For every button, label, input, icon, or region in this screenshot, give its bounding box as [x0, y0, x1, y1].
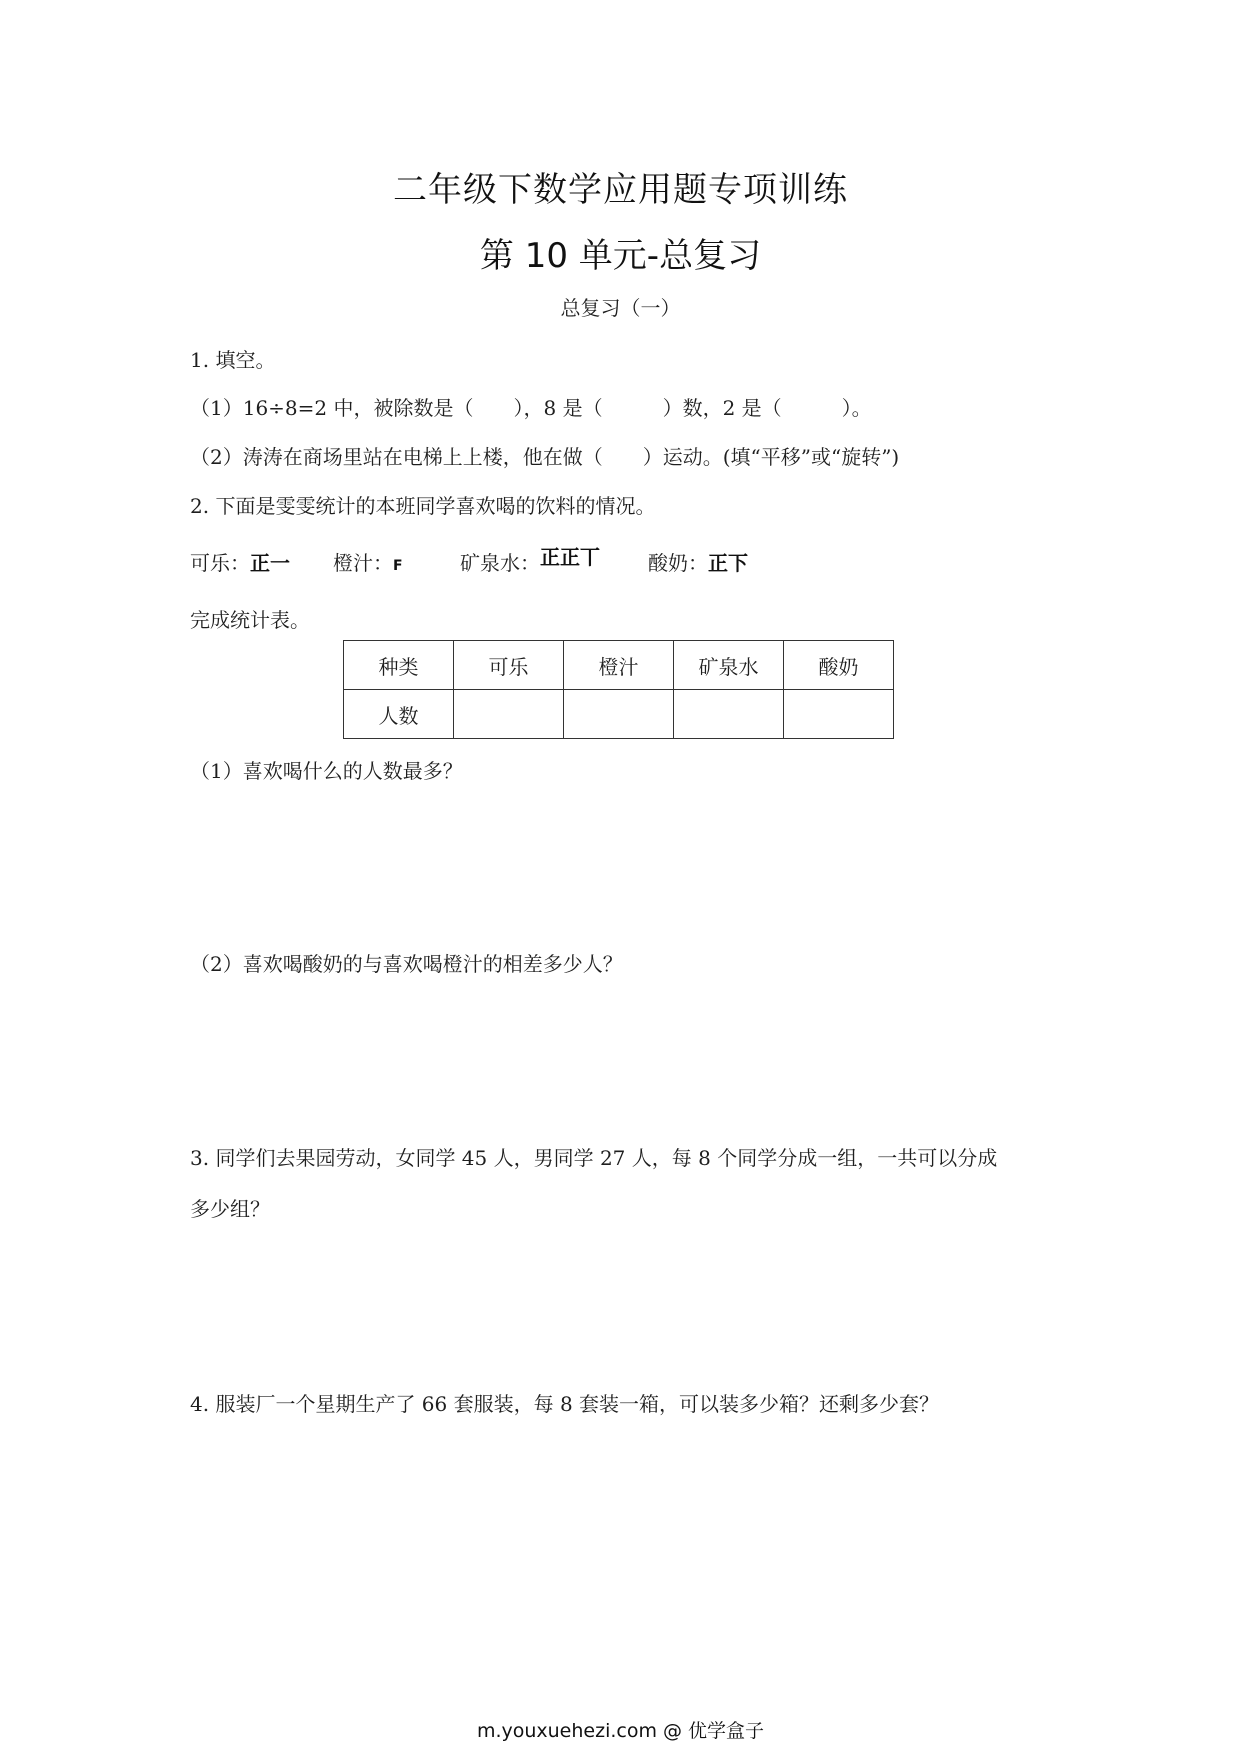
tally-mineral-water-label: 矿泉水： — [460, 551, 540, 575]
q1-stem: 1. 填空。 — [190, 348, 276, 372]
tally-cola-label: 可乐： — [190, 551, 250, 575]
q2-stem: 2. 下面是雯雯统计的本班同学喜欢喝的饮料的情况。 — [190, 494, 656, 518]
answer-cell-mineral-water[interactable] — [674, 690, 784, 739]
table-header-cell: 橙汁 — [564, 641, 674, 690]
q2-sub1: （1）喜欢喝什么的人数最多？ — [190, 759, 463, 783]
footer-watermark: m.youxuehezi.com @ 优学盒子 — [476, 1720, 765, 1742]
table-header-cell: 可乐 — [454, 641, 564, 690]
unit-title: 第 10 单元-总复习 — [479, 236, 762, 276]
tally-orange-juice — [333, 547, 403, 576]
table-header-cell: 矿泉水 — [674, 641, 784, 690]
statistics-table — [343, 640, 894, 739]
table-instruction: 完成统计表。 — [190, 608, 310, 632]
tally-yogurt — [648, 547, 748, 576]
q4-text: 4. 服装厂一个星期生产了 66 套服装，每 8 套装一箱，可以装多少箱？还剩多少套？ — [190, 1392, 940, 1416]
tally-mineral-water — [460, 547, 600, 576]
table-row-label: 人数 — [344, 690, 454, 739]
tally-cola — [190, 547, 290, 576]
tally-mineral-water-marks: 正正丅 — [540, 545, 600, 569]
q2-sub2: （2）喜欢喝酸奶的与喜欢喝橙汁的相差多少人？ — [190, 952, 623, 976]
answer-cell-orange-juice[interactable] — [564, 690, 674, 739]
tally-yogurt-marks: 正下 — [708, 551, 748, 575]
q3-line1: 3. 同学们去果园劳动，女同学 45 人，男同学 27 人，每 8 个同学分成一组，一共可以分成 — [190, 1146, 998, 1170]
q1-part1: （1）16÷8=2 中，被除数是（ ），8 是（ ）数，2 是（ ）。 — [190, 396, 872, 420]
tally-orange-juice-label: 橙汁： — [333, 551, 393, 575]
q3-line2: 多少组？ — [190, 1197, 270, 1221]
tally-orange-juice-marks: F — [393, 558, 403, 574]
q1-part2: （2）涛涛在商场里站在电梯上上楼，他在做（ ）运动。(填“平移”或“旋转”) — [190, 445, 900, 469]
tally-cola-marks: 正一 — [250, 551, 290, 575]
answer-cell-cola[interactable] — [454, 690, 564, 739]
section-title: 总复习（一） — [560, 296, 681, 320]
table-header-row — [344, 641, 894, 690]
answer-cell-yogurt[interactable] — [784, 690, 894, 739]
worksheet-title: 二年级下数学应用题专项训练 — [393, 170, 848, 210]
tally-yogurt-label: 酸奶： — [648, 551, 708, 575]
table-header-cell: 种类 — [344, 641, 454, 690]
table-row — [344, 690, 894, 739]
table-header-cell: 酸奶 — [784, 641, 894, 690]
